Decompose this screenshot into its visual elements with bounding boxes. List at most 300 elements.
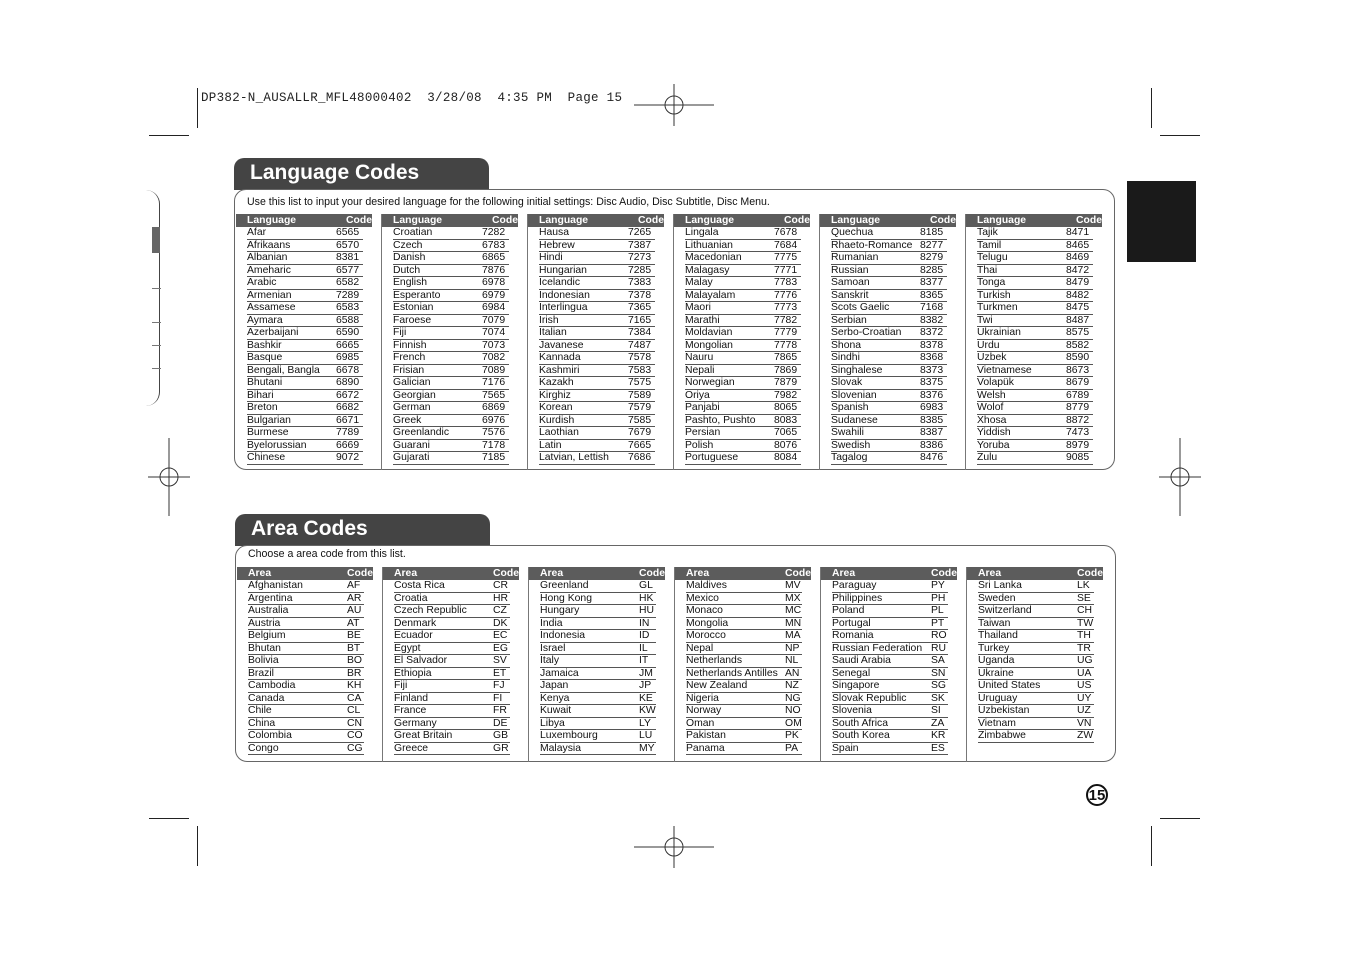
language-name: Kashmiri [539,364,580,376]
area-name: Netherlands Antilles [686,667,778,679]
area-row [832,718,948,731]
area-code: MN [785,617,802,629]
area-codes-title: Area Codes [235,514,490,546]
language-name: Swedish [831,439,871,451]
crop-mark [149,135,189,136]
language-row [393,227,509,240]
area-column-divider [674,567,675,762]
language-name: Volapük [977,377,1014,388]
area-row [394,605,510,618]
area-name: Panama [686,742,725,754]
language-code: 7282 [482,227,506,238]
area-row [540,743,656,756]
area-name: Taiwan [978,617,1011,629]
area-header-name: Area [978,568,1002,579]
language-code: 8377 [920,277,944,288]
language-row [831,302,947,315]
area-name: Senegal [832,667,871,679]
language-name: Russian [831,264,869,276]
area-name: Cambodia [248,680,296,691]
area-row [540,730,656,743]
language-column-divider [819,214,820,470]
area-code: UG [1077,655,1093,666]
area-code: PY [931,580,945,591]
area-code: CO [347,730,363,741]
area-header-name: Area [394,568,418,579]
area-header-code: Code [931,568,957,579]
area-code: SI [931,705,941,716]
language-row [831,277,947,290]
side-tick [152,322,161,323]
area-row [686,605,802,618]
language-name: Urdu [977,339,1000,351]
language-header-name: Language [393,215,443,226]
area-name: Greece [394,742,429,754]
language-column-header [674,214,810,227]
language-name: Malagasy [685,264,730,276]
language-name: Aymara [247,314,283,326]
crop-mark [197,826,198,866]
language-name: Tajik [977,227,998,238]
area-name: Morocco [686,630,726,641]
area-column [237,567,373,755]
language-header-code: Code [492,215,518,226]
language-code: 8185 [920,227,944,238]
language-column-divider [965,214,966,470]
language-code: 8872 [1066,414,1090,426]
area-row [248,618,364,631]
page-number: 15 [1086,784,1108,806]
area-row [394,705,510,718]
language-code: 7575 [628,377,652,388]
language-row [685,340,801,353]
language-row [685,265,801,278]
language-name: Spanish [831,402,869,413]
language-code: 6985 [336,352,360,363]
area-code: MX [785,592,801,604]
language-row [831,290,947,303]
language-row [685,390,801,403]
language-code: 9072 [336,452,360,463]
area-column [383,567,519,755]
language-name: Scots Gaelic [831,302,890,313]
language-name: Breton [247,402,278,413]
language-code: 7265 [628,227,652,238]
area-code: MA [785,630,801,641]
language-name: French [393,352,426,363]
area-row [686,655,802,668]
language-row [247,327,363,340]
language-name: Guarani [393,439,430,451]
language-row [977,452,1093,465]
area-name: Costa Rica [394,580,445,591]
language-name: Galician [393,377,431,388]
area-code: SV [493,655,507,666]
area-code: GB [493,730,509,741]
language-row [977,427,1093,440]
area-row [686,718,802,731]
language-row [685,365,801,378]
language-name: Bhutani [247,377,283,388]
area-column [529,567,665,755]
language-code: 6984 [482,302,506,313]
language-row [831,315,947,328]
area-name: Kenya [540,692,570,704]
area-name: New Zealand [686,680,748,691]
language-code: 6590 [336,327,360,338]
area-code: KW [639,705,656,716]
language-name: German [393,402,431,413]
area-name: Israel [540,642,566,654]
area-code: UA [1077,667,1092,679]
area-code: SG [931,680,947,691]
area-code: FR [493,705,507,716]
language-row [977,315,1093,328]
language-name: Turkmen [977,302,1018,313]
area-row [978,643,1094,656]
language-code: 7771 [774,264,798,276]
language-header-code: Code [638,215,664,226]
area-column [967,567,1103,743]
area-code: IT [639,655,649,666]
language-header-name: Language [977,215,1027,226]
area-row [978,693,1094,706]
language-code: 7273 [628,252,652,263]
area-code: PK [785,730,799,741]
area-row [394,718,510,731]
language-row [685,252,801,265]
side-tab-marker [152,227,160,253]
area-code: DK [493,617,508,629]
language-code: 8373 [920,364,944,376]
language-code: 8979 [1066,439,1090,451]
language-name: Vietnamese [977,364,1032,376]
area-row [394,668,510,681]
language-code: 7285 [628,264,652,276]
language-code: 7178 [482,439,506,451]
area-name: Sweden [978,592,1016,604]
language-column [528,214,664,465]
area-name: Pakistan [686,730,726,741]
language-row [685,427,801,440]
language-header-code: Code [930,215,956,226]
language-code: 7383 [628,277,652,288]
area-row [394,730,510,743]
area-column [821,567,957,755]
area-code: CL [347,705,361,716]
language-code: 8381 [336,252,360,263]
area-header-code: Code [785,568,811,579]
language-column [236,214,372,465]
area-row [978,680,1094,693]
language-name: Icelandic [539,277,581,288]
language-name: Czech [393,239,423,251]
area-row [540,593,656,606]
area-name: Afghanistan [248,580,303,591]
language-column [674,214,810,465]
language-code: 7579 [628,402,652,413]
language-column-header [382,214,518,227]
language-name: Hungarian [539,264,587,276]
language-name: Maori [685,302,711,313]
language-code: 8575 [1066,327,1090,338]
language-code: 7079 [482,314,506,326]
language-code: 7775 [774,252,798,263]
crop-mark [149,818,189,819]
area-code: AN [785,667,800,679]
language-code: 7779 [774,327,798,338]
language-row [393,315,509,328]
language-code: 8779 [1066,402,1090,413]
language-row [685,290,801,303]
language-name: Bulgarian [247,414,291,426]
registration-mark-icon [148,438,190,516]
print-header: DP382-N_AUSALLR_MFL48000402 3/28/08 4:35 PM Page 15 [201,91,623,105]
area-code: PL [931,605,944,616]
language-code: 8487 [1066,314,1090,326]
area-code: MY [639,742,655,754]
area-row [832,618,948,631]
area-code: KE [639,692,653,704]
area-name: Belgium [248,630,286,641]
language-row [977,240,1093,253]
language-column-divider [381,214,382,470]
area-column-divider [820,567,821,762]
area-code: CZ [493,605,507,616]
language-code: 6976 [482,414,506,426]
language-name: Azerbaijani [247,327,299,338]
area-code: RO [931,630,947,641]
language-row [539,277,655,290]
language-row [247,290,363,303]
area-name: Netherlands [686,655,743,666]
language-row [247,240,363,253]
language-name: Italian [539,327,567,338]
area-name: Finland [394,692,429,704]
area-name: Mexico [686,592,719,604]
area-name: Canada [248,692,285,704]
language-code: 6669 [336,439,360,451]
language-code: 7073 [482,339,506,351]
language-code: 8365 [920,289,944,301]
language-name: Polish [685,439,714,451]
area-row [540,655,656,668]
language-row [831,265,947,278]
area-name: Hungary [540,605,580,616]
area-name: Maldives [686,580,727,591]
area-row [686,680,802,693]
language-name: Serbian [831,314,867,326]
area-name: Croatia [394,592,428,604]
language-header-name: Language [539,215,589,226]
area-column-divider [382,567,383,762]
language-code: 6865 [482,252,506,263]
language-name: Wolof [977,402,1004,413]
area-code: NO [785,705,801,716]
language-name: Byelorussian [247,439,307,451]
language-name: Faroese [393,314,432,326]
language-name: Gujarati [393,452,430,463]
area-code: PT [931,617,945,629]
language-name: Zulu [977,452,998,463]
language-name: Shona [831,339,862,351]
area-row [394,580,510,593]
area-name: Slovak Republic [832,692,907,704]
area-name: Slovenia [832,705,872,716]
area-name: Russian Federation [832,642,923,654]
language-header-name: Language [685,215,735,226]
language-code: 6583 [336,302,360,313]
language-row [393,402,509,415]
language-code: 7783 [774,277,798,288]
area-name: Oman [686,717,715,729]
area-row [394,643,510,656]
language-code: 6565 [336,227,360,238]
area-name: Bhutan [248,642,281,654]
language-name: Mongolian [685,339,733,351]
language-name: Bihari [247,389,274,401]
language-row [539,352,655,365]
language-row [539,252,655,265]
language-code: 7879 [774,377,798,388]
area-code: IN [639,617,650,629]
language-row [831,352,947,365]
area-name: Italy [540,655,560,666]
language-code: 7679 [628,427,652,438]
language-name: Albanian [247,252,288,263]
area-column-divider [966,567,967,762]
area-code: ZW [1077,730,1094,741]
language-code: 7876 [482,264,506,276]
area-row [978,593,1094,606]
area-row [248,580,364,593]
language-row [977,290,1093,303]
language-name: Frisian [393,364,425,376]
language-code: 8469 [1066,252,1090,263]
area-code: ID [639,630,650,641]
area-code: BT [347,642,361,654]
area-row [686,705,802,718]
language-row [539,440,655,453]
language-name: Hindi [539,252,563,263]
language-code: 8076 [774,439,798,451]
area-code: AR [347,592,362,604]
area-code: MC [785,605,802,616]
area-code: TH [1077,630,1091,641]
language-name: Armenian [247,289,292,301]
language-name: Nepali [685,364,715,376]
language-row [393,452,509,465]
language-row [977,440,1093,453]
area-row [978,580,1094,593]
language-column-header [528,214,664,227]
language-code: 8368 [920,352,944,363]
language-row [539,302,655,315]
area-row [540,680,656,693]
language-name: Javanese [539,339,584,351]
area-row [686,580,802,593]
area-code: UY [1077,692,1092,704]
language-row [247,402,363,415]
area-name: Germany [394,717,437,729]
area-row [248,605,364,618]
area-row [394,655,510,668]
language-name: Macedonian [685,252,742,263]
area-name: Hong Kong [540,592,592,604]
language-row [685,327,801,340]
language-header-code: Code [346,215,372,226]
language-row [831,377,947,390]
language-row [539,402,655,415]
area-row [978,605,1094,618]
area-name: Romania [832,630,874,641]
language-row [247,227,363,240]
area-column-divider [528,567,529,762]
language-name: Xhosa [977,414,1007,426]
language-name: Turkish [977,289,1011,301]
area-code: NZ [785,680,799,691]
area-name: Zimbabwe [978,730,1026,741]
area-code: IL [639,642,648,654]
area-name: Denmark [394,617,437,629]
area-name: Monaco [686,605,723,616]
language-name: Marathi [685,314,720,326]
language-code: 7773 [774,302,798,313]
area-row [394,680,510,693]
language-code: 7776 [774,289,798,301]
language-code: 7865 [774,352,798,363]
language-row [831,390,947,403]
area-name: Norway [686,705,722,716]
area-header-name: Area [686,568,710,579]
area-code: LY [639,717,651,729]
area-row [540,643,656,656]
language-header-code: Code [1076,215,1102,226]
area-name: Poland [832,605,865,616]
area-code: SA [931,655,945,666]
language-name: Lithuanian [685,239,733,251]
language-row [247,452,363,465]
area-code: LU [639,730,653,741]
language-name: Bengali, Bangla [247,364,320,376]
language-code: 8065 [774,402,798,413]
language-row [539,290,655,303]
language-code: 8387 [920,427,944,438]
area-row [248,593,364,606]
language-code: 7869 [774,364,798,376]
area-name: Turkey [978,642,1010,654]
language-name: Greek [393,414,422,426]
language-name: Tonga [977,277,1006,288]
area-name: Spain [832,742,859,754]
language-row [539,427,655,440]
area-row [832,630,948,643]
language-row [685,315,801,328]
language-name: Samoan [831,277,870,288]
language-column [382,214,518,465]
area-name: Luxembourg [540,730,598,741]
language-row [831,252,947,265]
language-name: Danish [393,252,426,263]
area-name: Malaysia [540,742,581,754]
area-row [832,680,948,693]
area-row [540,705,656,718]
language-name: Serbo-Croatian [831,327,902,338]
language-code: 7678 [774,227,798,238]
language-name: Kirghiz [539,389,571,401]
area-name: Czech Republic [394,605,467,616]
area-row [248,680,364,693]
